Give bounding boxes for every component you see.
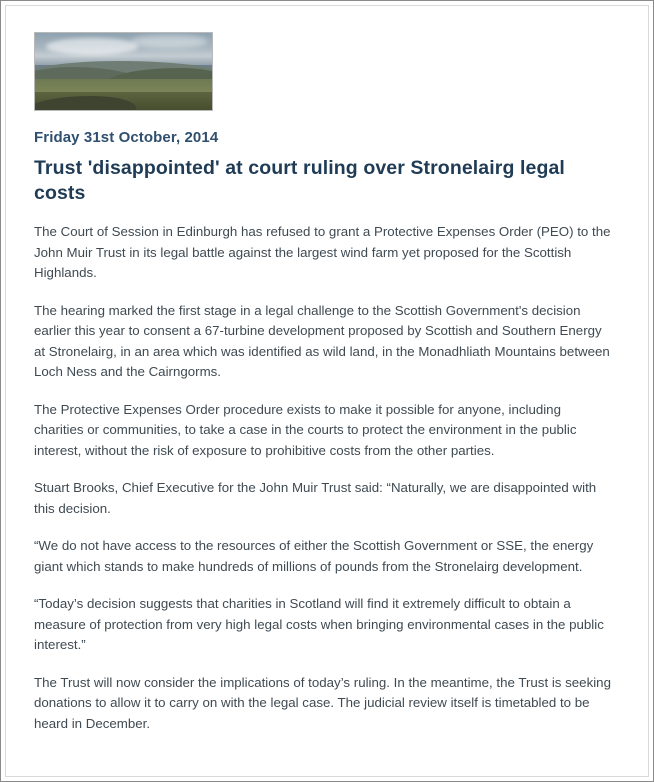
article-paragraph: Stuart Brooks, Chief Executive for the John Muir Trust said: “Naturally, we are disappointed with this decision. (34, 480, 597, 516)
article-paragraph: “Today’s decision suggests that charities in Scotland will find it extremely difficult to obtain a measure of protection from very high legal costs when bringing environmental cases in the public interest.” (34, 596, 604, 652)
article-paragraph: The Court of Session in Edinburgh has refused to grant a Protective Expenses Order (PEO) to the John Muir Trust in its legal battle against the largest wind farm yet proposed for the Scottish Highlands. (34, 224, 611, 280)
article-inner-frame (5, 5, 649, 777)
article-paragraph: The Protective Expenses Order procedure exists to make it possible for anyone, including charities or communities, to take a case in the courts to protect the environment in the public interest, without the risk of exposure to prohibitive costs from the other parties. (34, 401, 577, 458)
photo-cloud (46, 38, 138, 55)
article-paragraph: The Trust will now consider the implications of today’s ruling. In the meantime, the Trust is seeking donations to allow it to carry on with the legal case. The judicial review itself is timetabled to be heard in December. (34, 674, 611, 731)
page-title: Trust 'disappointed' at court ruling over Stronelairg legal costs (34, 157, 565, 204)
article-paragraph: “We do not have access to the resources of either the Scottish Government or SSE, the energy giant which stands to make hundreds of millions of pounds from the Stronelairg development. (34, 538, 594, 574)
article-content (12, 12, 642, 776)
article-paragraph: The hearing marked the first stage in a legal challenge to the Scottish Government's decision earlier this year to consent a 67-turbine development proposed by Scottish and Southern Energy at Stronelairg, in an area which was identified as wild land, in the Monadhliath Mountains between Loch Ness and the Cairngorms. (34, 302, 610, 379)
landscape-photo-icon (34, 32, 213, 111)
article-date: Friday 31st October, 2014 (34, 129, 219, 146)
